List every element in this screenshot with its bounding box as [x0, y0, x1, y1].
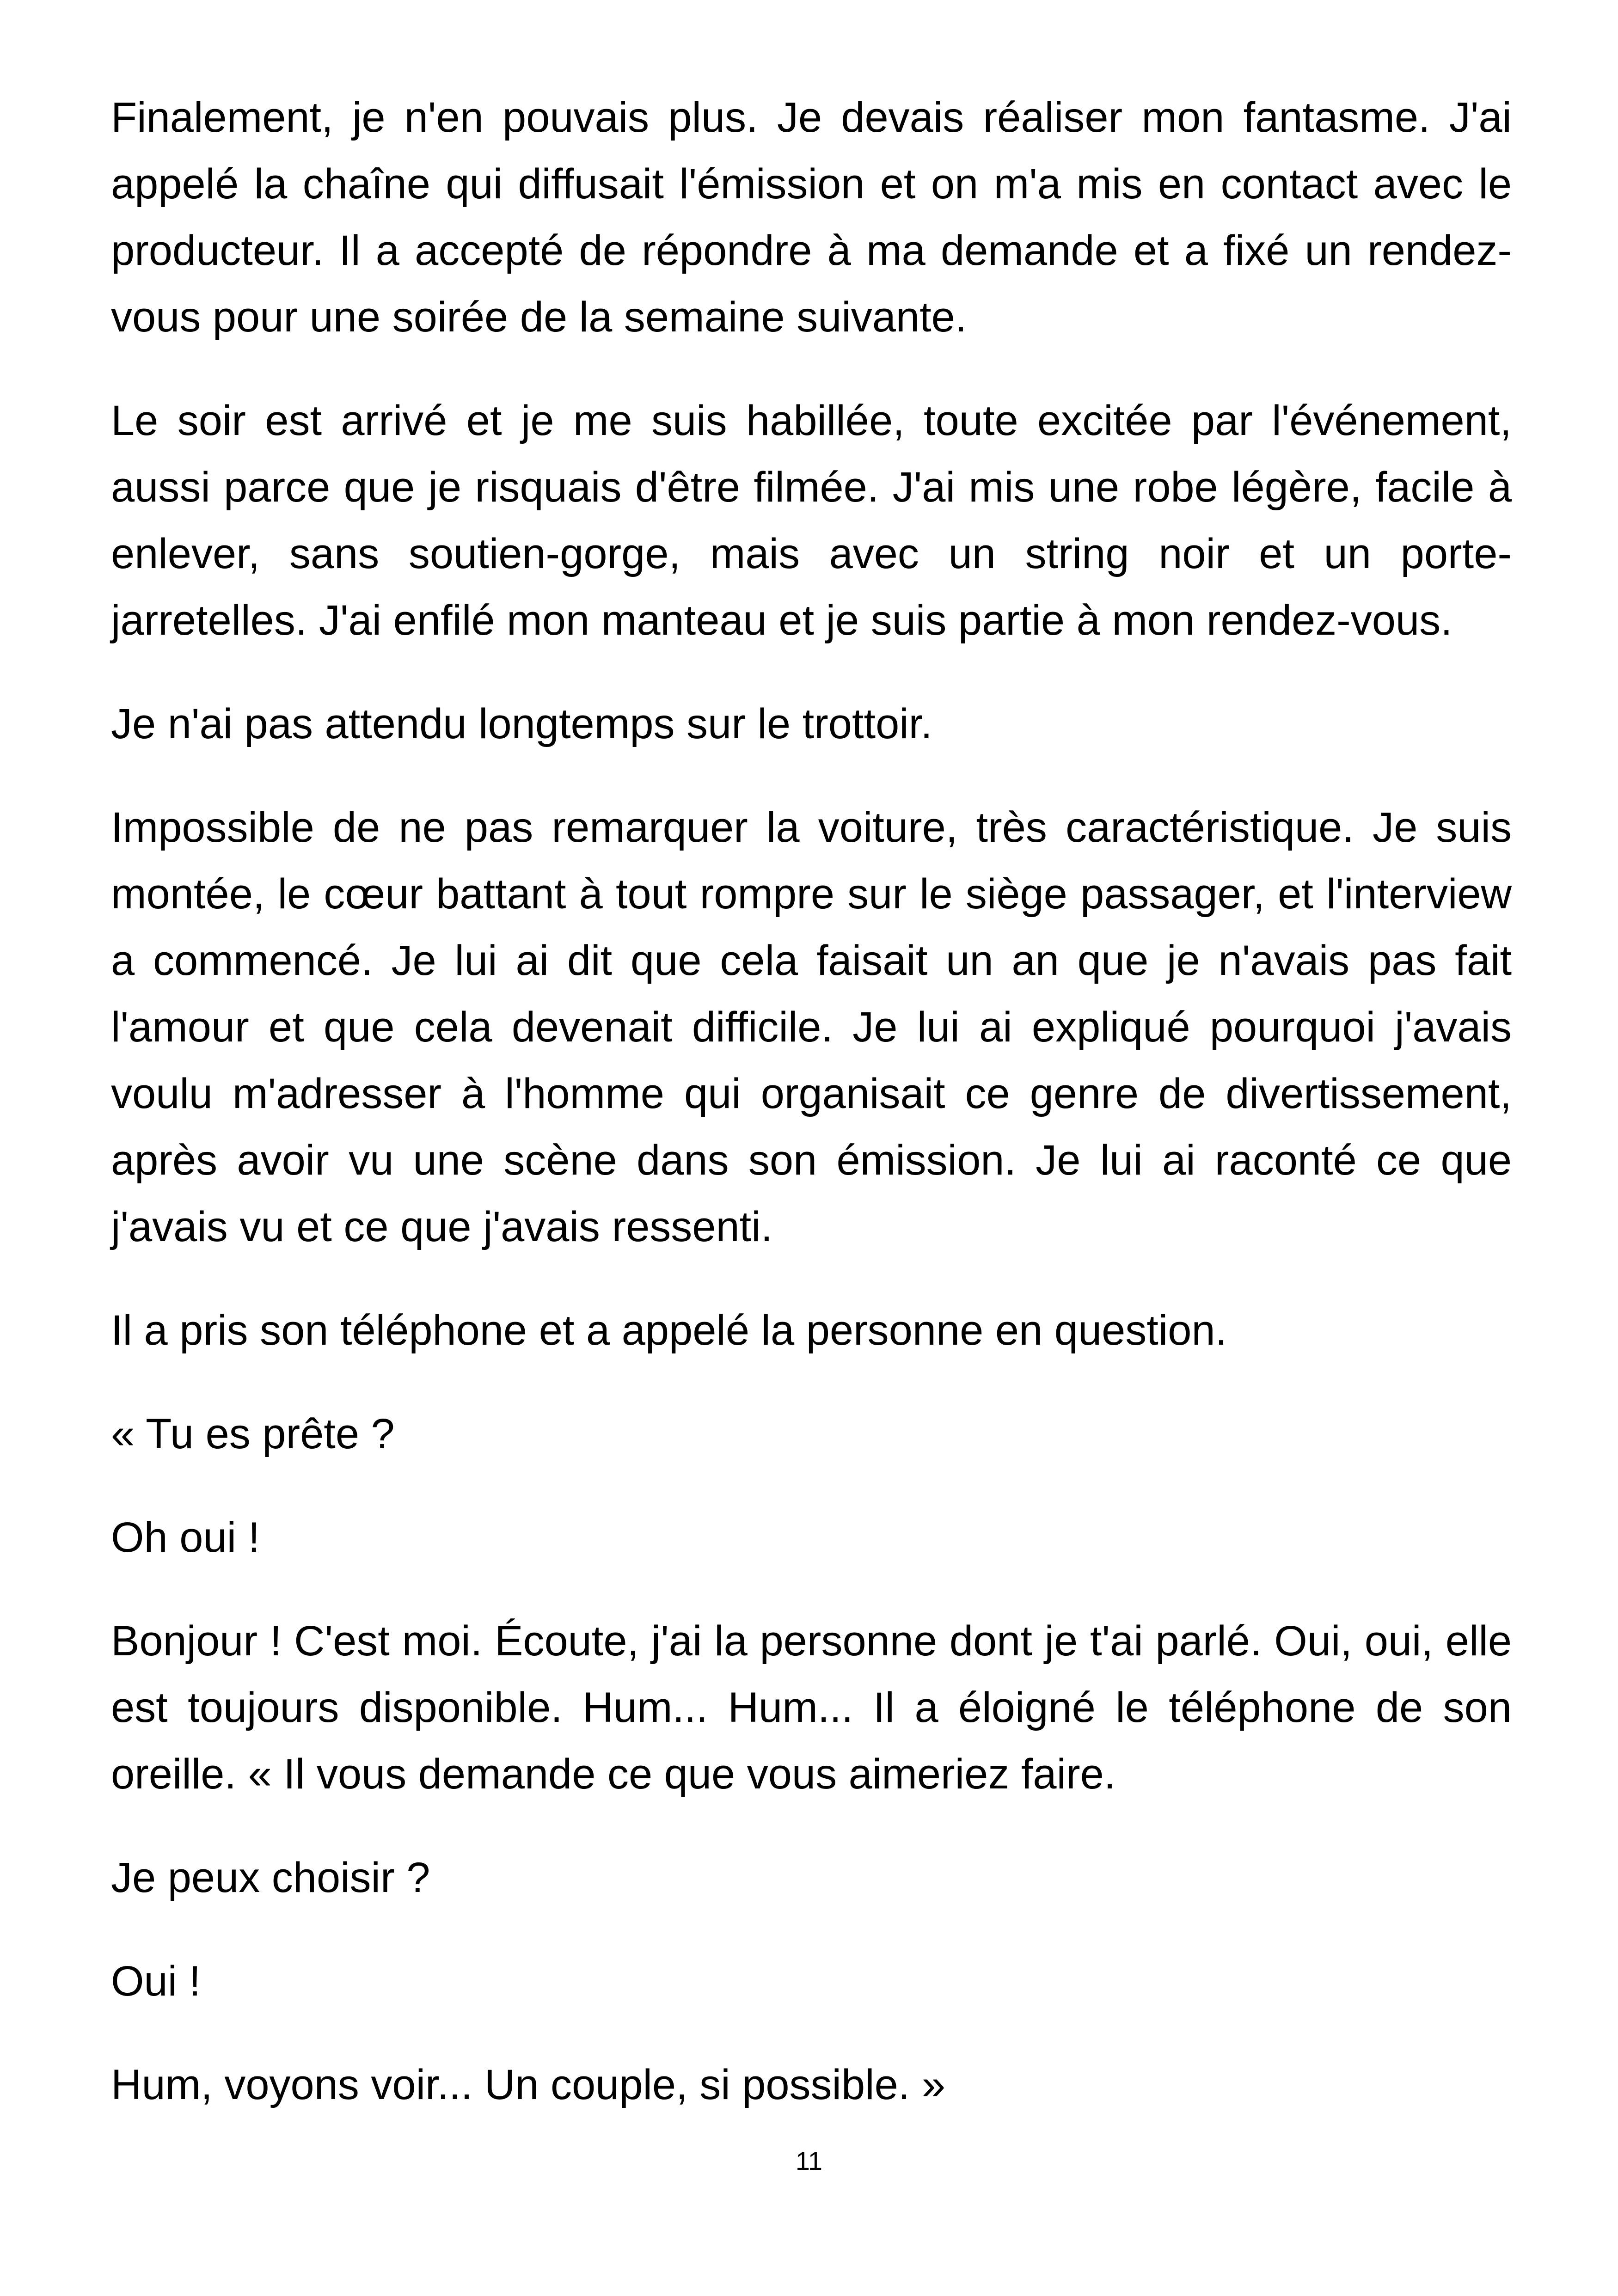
body-text: [111, 84, 1512, 2155]
paragraph: Impossible de ne pas remarquer la voiture, très caractéristique. Je suis montée, le cœur battant à tout rompre sur le siège passager, et l'interview a commencé. Je lui ai dit que cela faisait un an que je n'avais pas fait l'amour et que cela devenait difficile. Je lui ai expliqué pourquoi j'avais voulu m'adresser à l'homme qui organisait ce genre de divertissement, après avoir vu une scène dans son émission. Je lui ai raconté ce que j'avais vu et ce que j'avais ressenti.: [111, 804, 1512, 1250]
paragraph: Oh oui !: [111, 1514, 260, 1561]
paragraph: Finalement, je n'en pouvais plus. Je devais réaliser mon fantasme. J'ai appelé la chaîne qui diffusait l'émission et on m'a mis en contact avec le producteur. Il a accepté de répondre à ma demande et a fixé un rendez-vous pour une soirée de la semaine suivante.: [111, 94, 1512, 341]
paragraph: Je n'ai pas attendu longtemps sur le trottoir.: [111, 700, 932, 747]
paragraph: Oui !: [111, 1958, 201, 2005]
paragraph: Le soir est arrivé et je me suis habillée, toute excitée par l'événement, aussi parce que je risquais d'être filmée. J'ai mis une robe légère, facile à enlever, sans soutien-gorge, mais avec un string noir et un porte-jarretelles. J'ai enfilé mon manteau et je suis partie à mon rendez-vous.: [111, 397, 1512, 644]
paragraph: Il a pris son téléphone et a appelé la personne en question.: [111, 1307, 1227, 1354]
paragraph: « Tu es prête ?: [111, 1410, 395, 1457]
paragraph: Hum, voyons voir... Un couple, si possible. »: [111, 2061, 946, 2108]
page-number: 11: [795, 2146, 823, 2175]
paragraph: Je peux choisir ?: [111, 1854, 430, 1901]
paragraph: Bonjour ! C'est moi. Écoute, j'ai la personne dont je t'ai parlé. Oui, oui, elle est toujours disponible. Hum... Hum... Il a éloigné le téléphone de son oreille. « Il vous demande ce que vous aimeriez faire.: [111, 1617, 1512, 1798]
